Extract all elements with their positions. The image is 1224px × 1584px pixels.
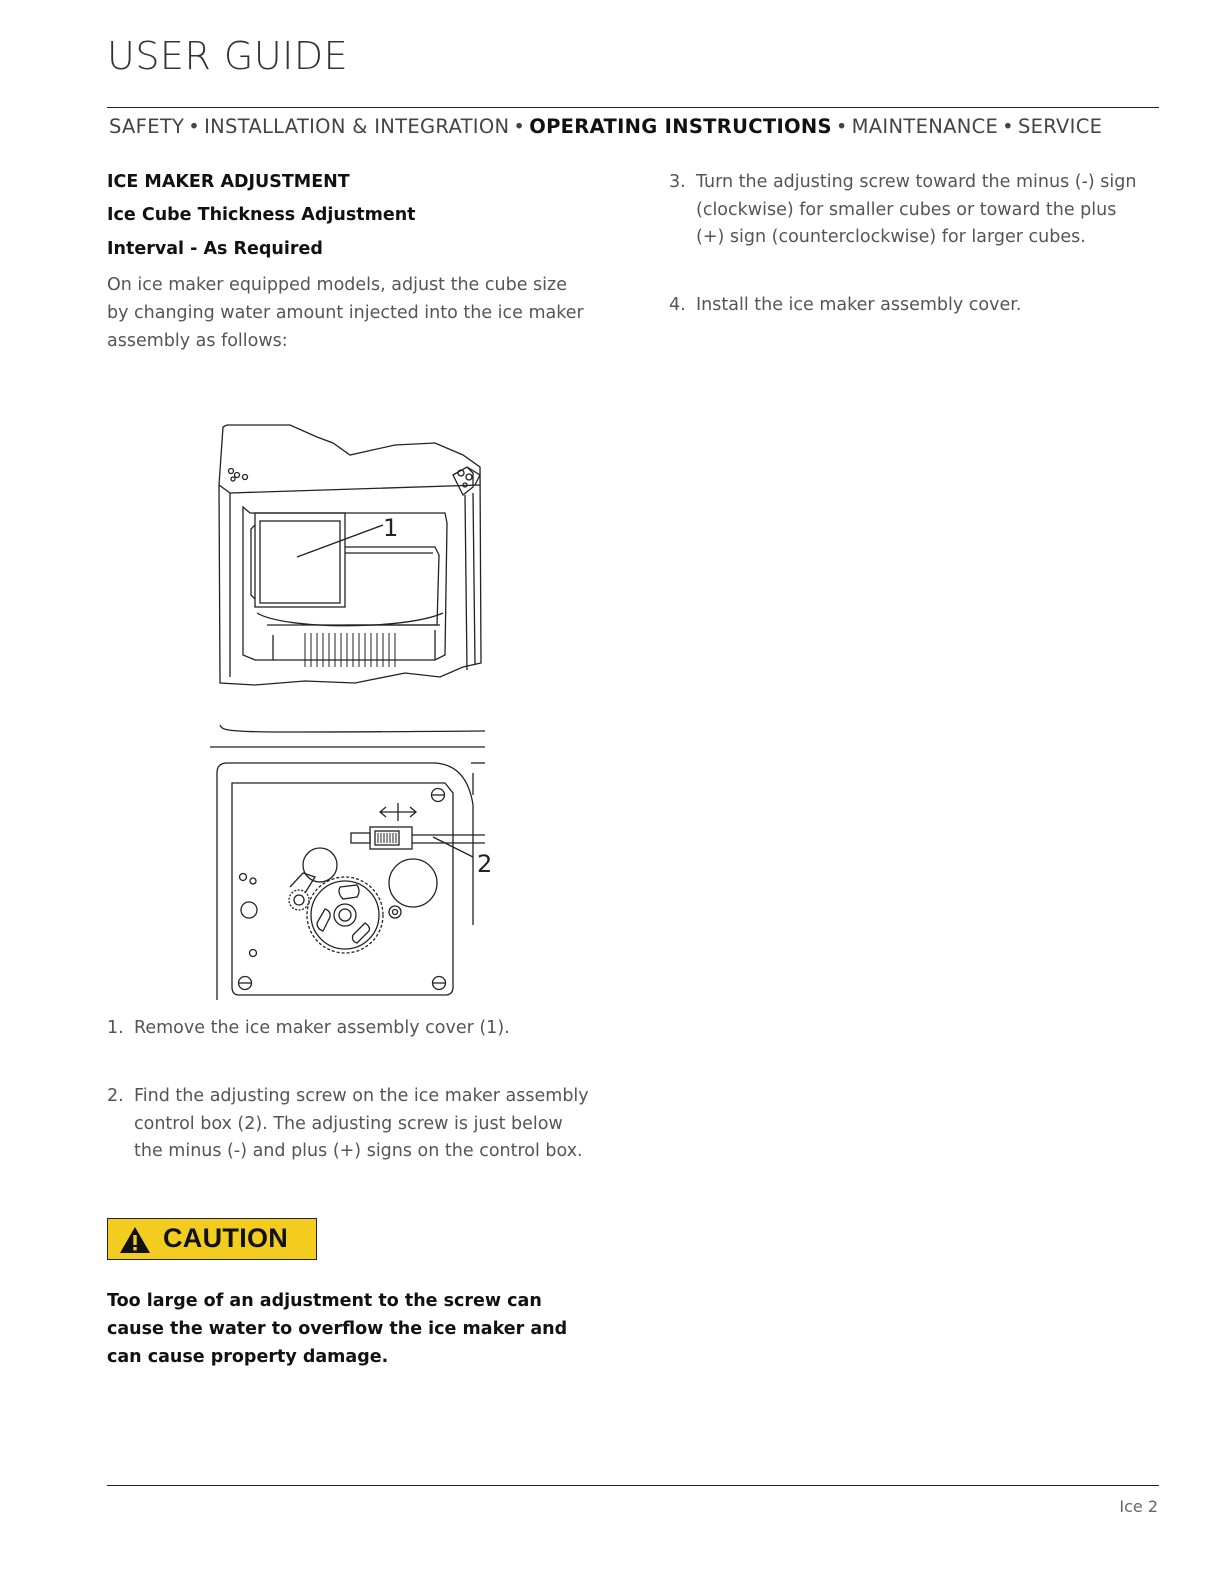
nav-item-maintenance[interactable]: MAINTENANCE <box>851 115 999 138</box>
nav-item-service[interactable]: SERVICE <box>1017 115 1103 138</box>
step-text: Turn the adjusting screw toward the minus (-) sign (clockwise) for smaller cubes or toward the plus (+) sign (counterclockwise) for larger cubes. <box>696 172 1137 247</box>
footer-divider <box>107 1485 1159 1486</box>
warning-triangle-icon <box>118 1225 152 1255</box>
ice-maker-illustration <box>205 415 495 1009</box>
step-text: Find the adjusting screw on the ice maker assembly control box (2). The adjusting screw is just below the minus (-) and plus (+) signs on the control box. <box>134 1086 589 1161</box>
nav-separator: • <box>835 115 848 138</box>
caution-label: CAUTION <box>163 1223 289 1253</box>
step-number: 2. <box>107 1086 124 1106</box>
section-navigation <box>109 115 1169 138</box>
nav-separator: • <box>188 115 201 138</box>
nav-separator: • <box>1002 115 1014 138</box>
callout-1: 1 <box>383 514 399 542</box>
interval-label: Interval - As Required <box>107 239 323 259</box>
section-title: ICE MAKER ADJUSTMENT <box>107 172 350 192</box>
page-title: USER GUIDE <box>107 34 349 78</box>
step-number: 4. <box>669 295 686 315</box>
nav-item-operating-instructions[interactable]: OPERATING INSTRUCTIONS <box>529 115 832 138</box>
ice-maker-diagram <box>205 415 495 1005</box>
nav-separator: • <box>513 115 526 138</box>
step-text: Remove the ice maker assembly cover (1). <box>134 1018 510 1038</box>
step-text: Install the ice maker assembly cover. <box>696 295 1022 315</box>
header-divider <box>107 107 1159 108</box>
caution-badge <box>107 1218 317 1260</box>
nav-item-installation[interactable]: INSTALLATION & INTEGRATION <box>204 115 510 138</box>
intro-paragraph: On ice maker equipped models, adjust the cube size by changing water amount injected into the ice maker assembly as follows: <box>107 275 584 351</box>
page-number: Ice 2 <box>1119 1497 1158 1516</box>
callout-2: 2 <box>477 850 493 878</box>
section-subtitle: Ice Cube Thickness Adjustment <box>107 205 416 225</box>
step-number: 1. <box>107 1018 124 1038</box>
nav-item-safety[interactable]: SAFETY <box>109 115 185 138</box>
step-number: 3. <box>669 172 686 192</box>
caution-text: Too large of an adjustment to the screw can cause the water to overflow the ice maker and can cause property damage. <box>107 1291 568 1367</box>
